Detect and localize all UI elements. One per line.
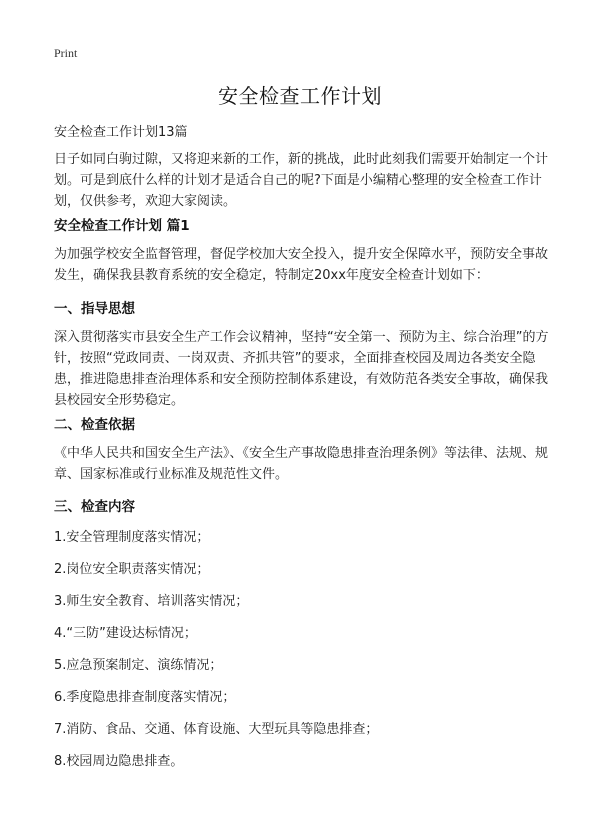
list-item: 2.岗位安全职责落实情况；: [54, 562, 210, 577]
list-item: 3.师生安全教育、培训落实情况；: [54, 594, 249, 609]
section-heading-part1: 安全检查工作计划 篇1: [54, 218, 190, 234]
list-item: 4.“三防”建设达标情况；: [54, 626, 197, 641]
document-subtitle: 安全检查工作计划13篇: [54, 125, 188, 140]
list-item: 8.校园周边隐患排查。: [54, 754, 184, 769]
list-item: 6.季度隐患排查制度落实情况；: [54, 690, 236, 705]
heading-guiding-ideology: 一、指导思想: [54, 301, 135, 317]
list-item: 7.消防、食品、交通、体育设施、大型玩具等隐患排查；: [54, 722, 379, 737]
inspection-basis-paragraph: 《中华人民共和国安全生产法》、《安全生产事故隐患排查治理条例》等法律、法规、规章、国家标准或行业标准及规范性文件。: [54, 446, 549, 482]
heading-inspection-basis: 二、检查依据: [54, 417, 135, 433]
list-item: 1.安全管理制度落实情况；: [54, 530, 210, 545]
heading-inspection-content: 三、检查内容: [54, 499, 135, 515]
intro-paragraph: 日子如同白驹过隙，又将迎来新的工作，新的挑战，此时此刻我们需要开始制定一个计划。可是到底什么样的计划才是适合自己的呢?下面是小编精心整理的安全检查工作计划，仅供参考，欢迎大家阅读。: [54, 152, 549, 209]
print-label: Print: [54, 46, 78, 60]
list-item: 5.应急预案制定、演练情况；: [54, 658, 223, 673]
guiding-ideology-paragraph: 深入贯彻落实市县安全生产工作会议精神，坚持“安全第一、预防为主、综合治理”的方针，按照“党政同责、一岗双责、齐抓共管”的要求，全面排查校园及周边各类安全隐患，推进隐患排查治理体系和安全预防控制体系建设，有效防范各类安全事故，确保我县校园安全形势稳定。: [54, 330, 549, 408]
document-title: 安全检查工作计划: [218, 84, 382, 108]
section1-paragraph: 为加强学校安全监督管理，督促学校加大安全投入，提升安全保障水平，预防安全事故发生，确保我县教育系统的安全稳定，特制定20xx年度安全检查计划如下：: [54, 247, 549, 283]
